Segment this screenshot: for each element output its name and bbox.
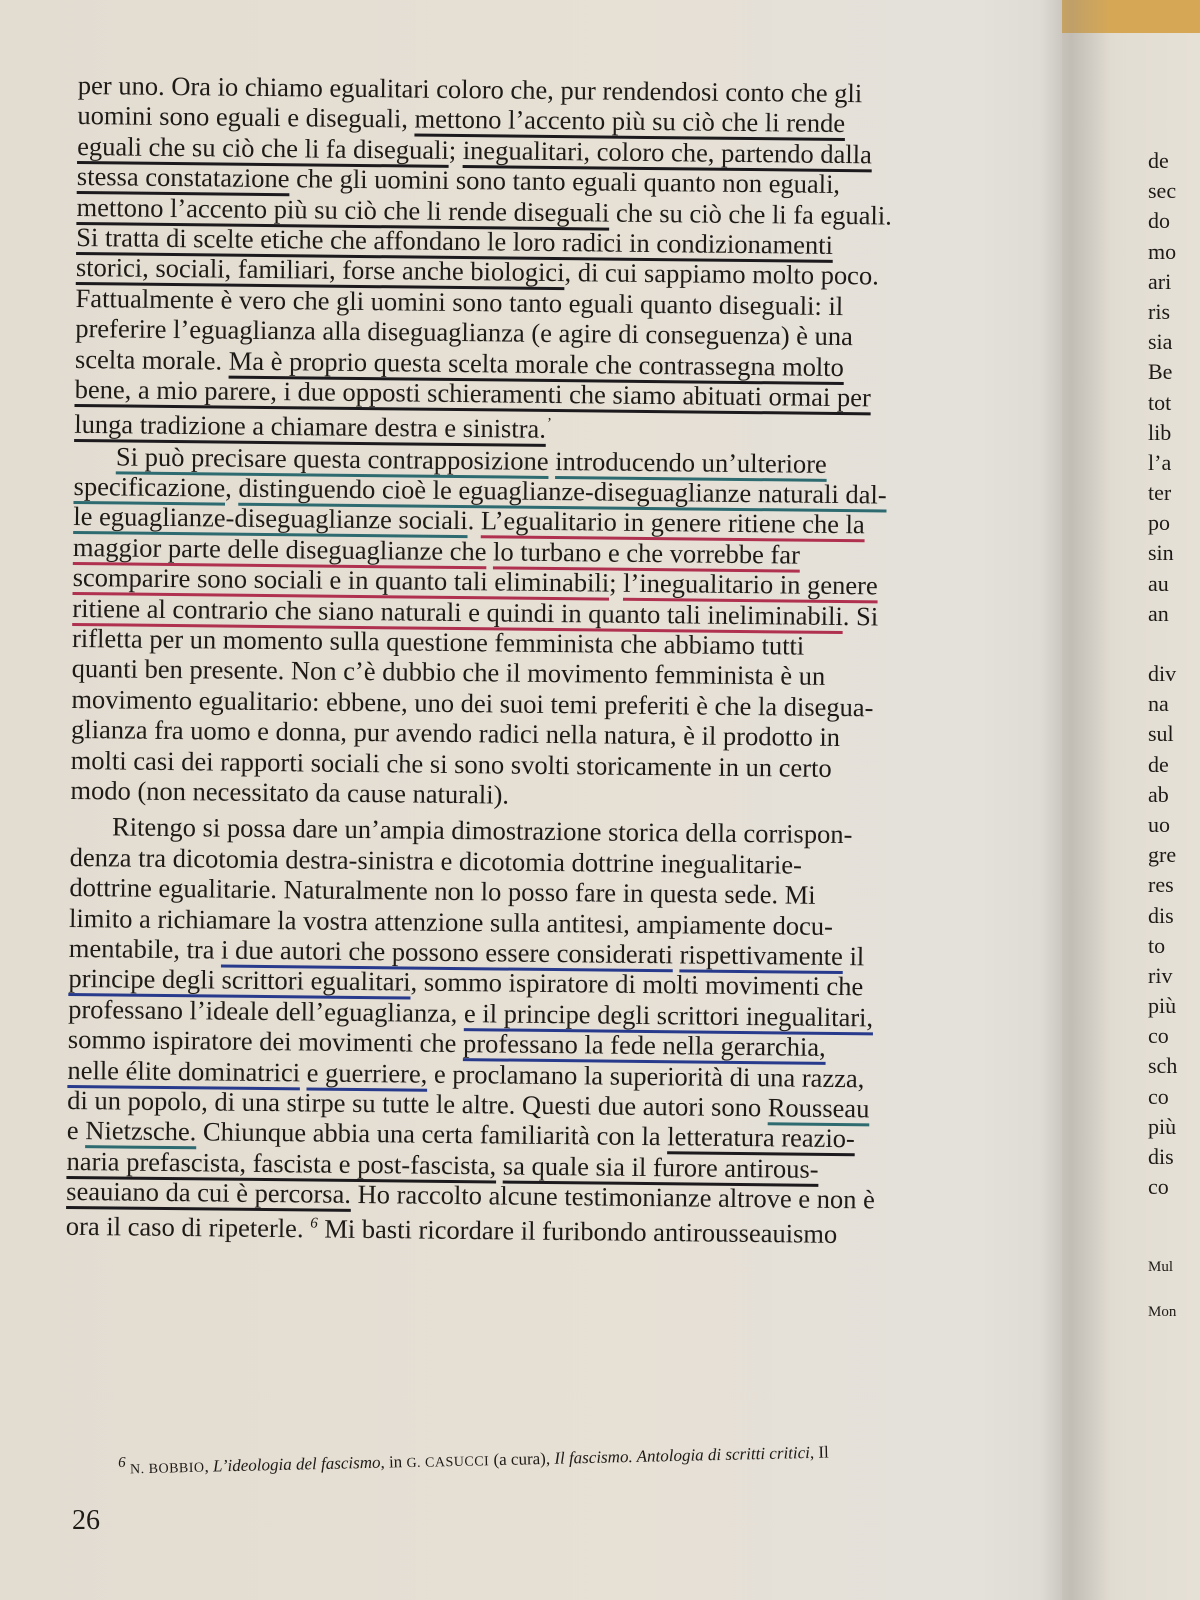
highlighted-phrase: lo turbano e che vorrebbe far — [492, 536, 801, 570]
text-run: Chiunque abbia una certa familiarità con la — [196, 1116, 668, 1152]
text-run: e — [66, 1115, 86, 1146]
right-page-fragment: dis — [1148, 1144, 1174, 1169]
highlighted-phrase: Si può precisare questa contrapposizione — [115, 441, 549, 476]
book-gutter-shadow — [1040, 0, 1110, 1600]
text-run: di un popolo, di una stirpe su tutte le altre. Questi due autori sono — [67, 1084, 769, 1123]
right-page-fragment: ris — [1148, 298, 1170, 324]
highlighted-phrase: inegualitari, coloro che, partendo dalla — [462, 134, 873, 170]
text-run: uomini sono eguali e diseguali, — [77, 100, 415, 134]
text-run: . — [467, 505, 482, 536]
text-run: ; — [448, 134, 463, 165]
highlighted-phrase: l’inegualitario in genere — [623, 567, 878, 601]
highlighted-phrase: eguali che su ciò che li fa diseguali — [77, 130, 449, 165]
page-number: 26 — [72, 1505, 100, 1536]
highlighted-phrase: rispettivamente — [679, 939, 844, 971]
right-page-fragment: Be — [1148, 359, 1173, 385]
text-run: limito a richiamare la vostra attenzione sulla antitesi, ampiamente docu- — [68, 902, 834, 941]
right-page-fragment: mo — [1148, 238, 1177, 264]
footnote-in: , in — [380, 1452, 407, 1472]
right-page-fragment: sul — [1148, 721, 1174, 747]
text-run: Ritengo si possa dare un’ampia dimostrazione storica della corrispon- — [111, 811, 853, 850]
highlighted-phrase: Rousseau — [767, 1092, 870, 1124]
right-page-fragment: res — [1148, 872, 1174, 898]
highlighted-phrase: ritiene al contrario che siano naturali e quindi in quanto tali ineliminabili — [72, 592, 843, 631]
right-page-footnote-fragment: Mon — [1148, 1304, 1177, 1321]
text-run: rifletta per un momento sulla questione femminista che abbiamo tutti — [71, 623, 805, 661]
highlighted-phrase: naria prefascista, fascista e post-fascista, — [66, 1145, 497, 1181]
right-page-fragment: gre — [1148, 842, 1177, 868]
footnote-author: N. BOBBIO — [129, 1460, 205, 1478]
highlighted-phrase: seauiano da cui è percorsa. — [66, 1176, 352, 1209]
right-page-fragment: sin — [1148, 540, 1174, 566]
footnote-editor-note: (a cura), — [489, 1448, 555, 1470]
text-run: Mi basti ricordare il furibondo antirousseauismo — [317, 1213, 838, 1250]
text-run: molti casi dei rapporti sociali che si sono svolti storicamente in un certo — [70, 744, 832, 783]
text-run: e proclamano la superiorità di una razza, — [427, 1058, 865, 1093]
highlighted-phrase: mettono l’accento più su ciò che li rende diseguali — [76, 191, 610, 228]
highlighted-phrase: letteratura reazio- — [667, 1121, 856, 1154]
highlighted-phrase: le eguaglianze-diseguaglianze sociali — [73, 501, 468, 536]
text-run: dottrine egualitarie. Naturalmente non lo posso fare in questa sede. Mi — [69, 872, 816, 910]
text-run: ; — [609, 567, 624, 598]
highlighted-phrase: distinguendo cioè le eguaglianze-diseguaglianze naturali dal- — [238, 472, 887, 510]
right-page-fragment: au — [1148, 570, 1169, 596]
right-page-fragment: co — [1148, 1023, 1169, 1049]
highlighted-phrase: scomparire sono sociali e in quanto tali eliminabili — [72, 562, 610, 598]
highlighted-phrase: Si tratta di scelte etiche che affondano le loro radici in condizionamenti — [76, 221, 834, 260]
text-run: preferire l’eguaglianza alla diseguaglianza (e agire di conseguenza) è una — [75, 313, 854, 352]
text-run: , di cui sappiamo molto poco. — [564, 257, 879, 291]
text-run: sommo ispiratore dei movimenti che — [67, 1024, 464, 1059]
text-run: movimento egualitario: ebbene, uno dei suoi temi preferiti è che la disegua- — [71, 683, 874, 723]
right-page-fragment: riv — [1148, 962, 1173, 988]
right-page-fragment: uo — [1148, 811, 1170, 837]
highlighted-phrase: introducendo un’ulteriore — [555, 445, 827, 479]
right-page-fragment: de — [1148, 751, 1169, 777]
text-run: che su ciò che li fa eguali. — [609, 197, 893, 231]
highlighted-phrase: Nietzsche. — [85, 1115, 197, 1147]
right-page-fragment: dis — [1148, 902, 1174, 928]
right-page-fragment: sch — [1148, 1053, 1178, 1079]
footnote-title: L’ideologia del fascismo — [212, 1452, 381, 1476]
text-run: il — [842, 940, 865, 972]
text-run: denza tra dicotomia destra-sinistra e dicotomia dottrine inegualitarie- — [69, 841, 803, 880]
footnote-ref: 6 — [310, 1215, 318, 1233]
right-page-fragment: po — [1148, 510, 1170, 536]
text-run: ora il caso di ripeterle. — [65, 1211, 311, 1244]
body-text — [65, 70, 1038, 1250]
right-page-fragment: de — [1148, 148, 1169, 173]
text-run: scelta morale. — [74, 343, 229, 376]
text-run: Fattualmente è vero che gli uomini sono tanto eguali quanto diseguali: il — [75, 282, 844, 321]
footnote-book-title: Il fascismo. Antologia di scritti critici — [554, 1442, 811, 1468]
right-page-fragment: do — [1148, 208, 1170, 234]
highlighted-phrase: specificazione — [73, 471, 226, 503]
right-page-fragment: na — [1148, 691, 1169, 717]
right-page-fragment: ab — [1148, 781, 1169, 807]
text-run: glianza fra uomo e donna, pur avendo radici nella natura, è il prodotto in — [70, 714, 841, 753]
right-page-footnote-fragment: Mul — [1148, 1259, 1174, 1276]
footnote-editor: G. CASUCCI — [406, 1454, 490, 1472]
highlighted-phrase: maggior parte delle diseguaglianze che — [72, 531, 487, 567]
right-page-fragment: l’a — [1148, 449, 1172, 475]
text-run: , sommo ispiratore di molti movimenti che — [410, 966, 864, 1002]
highlighted-phrase: e il principe degli scrittori inegualitari, — [463, 997, 874, 1033]
highlighted-phrase: e guerriere, — [306, 1056, 428, 1089]
right-page-fragment: to — [1148, 932, 1166, 958]
highlighted-phrase: professano la fede nella gerarchia, — [462, 1028, 826, 1062]
right-page-fragment: co — [1148, 1174, 1169, 1200]
right-page-fragment: tot — [1148, 389, 1172, 415]
text-run: . Si — [842, 600, 879, 632]
highlighted-phrase: L’egualitario in genere ritiene che la — [480, 505, 865, 540]
highlighted-phrase: stessa constatazione — [76, 161, 290, 194]
right-page-text — [1148, 146, 1177, 1342]
right-page-fragment: lib — [1148, 419, 1172, 445]
right-page-fragment: ari — [1148, 268, 1172, 294]
highlighted-phrase: bene, a mio parere, i due opposti schieramenti che siamo abituati ormai per — [74, 373, 871, 413]
right-page-fragment: an — [1148, 600, 1169, 626]
highlighted-phrase: i due autori che possono essere considerati — [220, 934, 674, 970]
text-run: professano l’ideale dell’eguaglianza, — [68, 993, 465, 1028]
text-run: per uno. Ora io chiamo egualitari coloro che, pur rendendosi conto che gli — [77, 70, 863, 109]
footnote-tail: , Il — [809, 1442, 829, 1462]
highlighted-phrase: nelle élite dominatrici — [67, 1054, 301, 1087]
highlighted-phrase: Ma è proprio questa scelta morale che contrassegna molto — [228, 345, 845, 382]
highlighted-phrase: mettono l’accento più su ciò che li rende — [414, 103, 846, 139]
right-page-fragment: più — [1148, 993, 1177, 1019]
footnote-ref: ’ — [545, 416, 552, 433]
right-page-fragment: co — [1148, 1083, 1169, 1109]
right-page-fragment: div — [1148, 661, 1177, 686]
text-run: quanti ben presente. Non c’è dubbio che il movimento femminista è un — [71, 653, 826, 692]
highlighted-phrase: principe degli scrittori egualitari — [68, 963, 411, 997]
footnote-marker: 6 — [118, 1454, 126, 1471]
right-page-fragment: ter — [1148, 480, 1172, 506]
footnote-6: 6 N. BOBBIO, L’ideologia del fascismo, in G. CASUCCI (a cura), Il fascismo. Antologia di scritti critici, Il — [118, 1442, 829, 1478]
highlighted-phrase: sa quale sia il furore antirous- — [502, 1150, 819, 1184]
text-run: modo (non necessitato da cause naturali). — [70, 774, 510, 810]
right-page-fragment: sec — [1148, 178, 1177, 204]
right-page-fragment: più — [1148, 1113, 1177, 1139]
text-run: Ho raccolto alcune testimonianze altrove e non è — [350, 1178, 876, 1215]
highlighted-phrase: lunga tradizione a chiamare destra e sinistra. — [74, 409, 547, 445]
text-run: , — [225, 472, 239, 503]
highlighted-phrase: storici, sociali, familiari, forse anche biologici — [75, 252, 565, 288]
right-page-fragment: sia — [1148, 329, 1173, 355]
text-run: che gli uomini sono tanto eguali quanto non eguali, — [289, 163, 841, 200]
text-run: mentabile, tra — [68, 932, 222, 965]
